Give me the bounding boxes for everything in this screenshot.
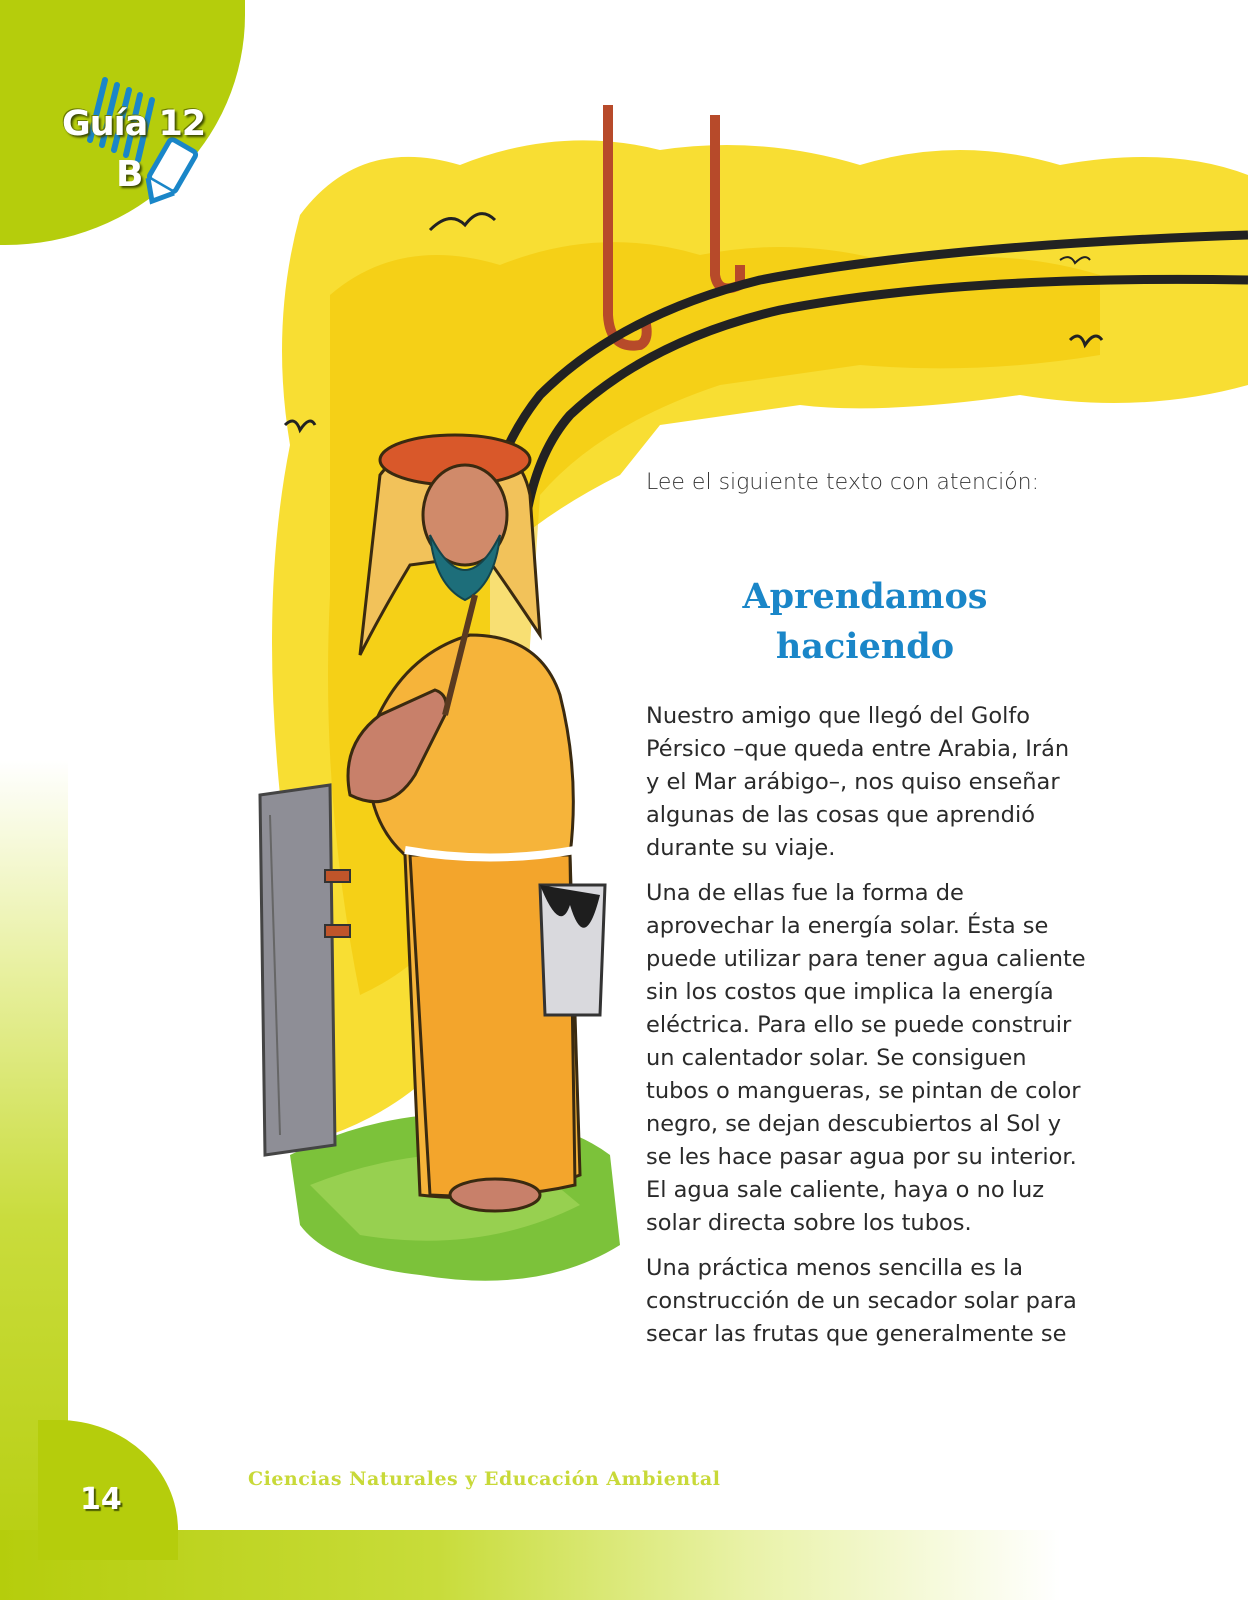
page-number: 14	[80, 1482, 122, 1517]
body-text	[646, 700, 1086, 1363]
bottom-green-strip	[0, 1530, 1248, 1600]
paragraph-3: Una práctica menos sencilla es la construcción de un secador solar para secar las frutas que generalmente se	[646, 1255, 1077, 1347]
guide-title: Guía 12	[62, 104, 206, 144]
intro-text: Lee el siguiente texto con atención:	[646, 470, 1040, 495]
footer-subject: Ciencias Naturales y Educación Ambiental	[248, 1468, 721, 1490]
section-heading: Aprendamos haciendo	[742, 576, 988, 667]
guide-letter: B	[116, 154, 144, 195]
paragraph-1: Nuestro amigo que llegó del Golfo Pérsico –que queda entre Arabia, Irán y el Mar arábigo–, nos quiso enseñar algunas de las cosas que aprendió durante su viaje.	[646, 703, 1070, 861]
paragraph-2: Una de ellas fue la forma de aprovechar la energía solar. Ésta se puede utilizar para tener agua caliente sin los costos que implica la energía eléctrica. Para ello se puede construir un calentador solar. Se consiguen tubos o mangueras, se pintan de color negro, se dejan descubiertos al Sol y se les hace pasar agua por su interior. El agua sale caliente, haya o no luz solar directa sobre los tubos.	[646, 880, 1086, 1236]
